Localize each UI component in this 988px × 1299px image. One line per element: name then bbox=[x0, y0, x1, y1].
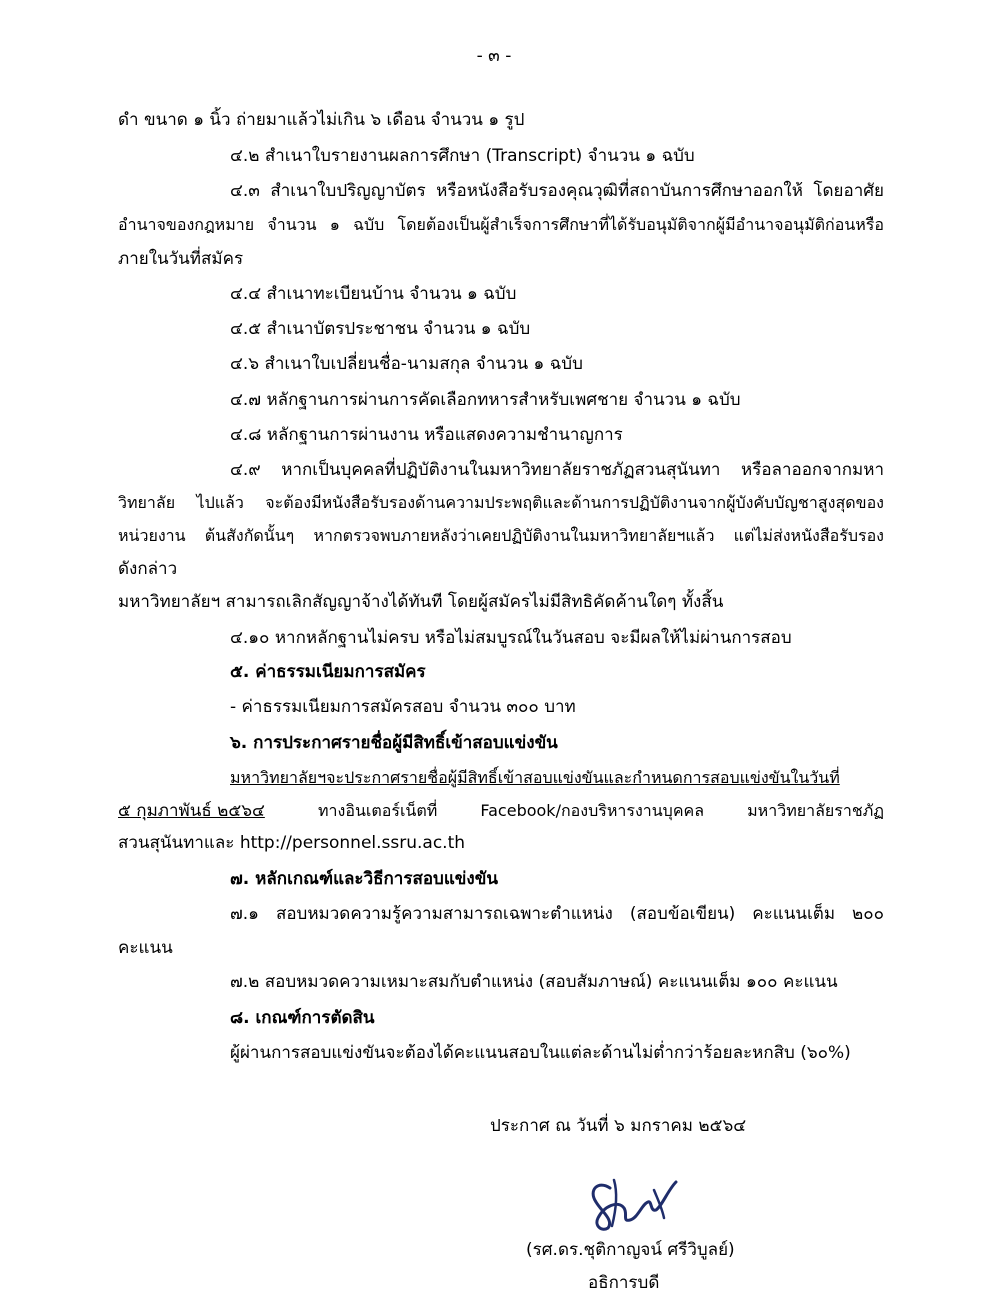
item-4-9-line1: ๔.๙ หากเป็นบุคคลที่ปฏิบัติงานในมหาวิทยาลัยราชภัฏสวนสุนันทา หรือลาออกจากมหา bbox=[230, 460, 884, 480]
item-4-2: ๔.๒ สำเนาใบรายงานผลการศึกษา (Transcript) จำนวน ๑ ฉบับ bbox=[230, 146, 695, 166]
item-4-3-line1: ๔.๓ สำเนาใบปริญญาบัตร หรือหนังสือรับรองคุณวุฒิที่สถาบันการศึกษาออกให้ โดยอาศัย bbox=[230, 181, 884, 201]
judgement-criteria: ผู้ผ่านการสอบแข่งขันจะต้องได้คะแนนสอบในแต่ละด้านไม่ต่ำกว่าร้อยละหกสิบ (๖๐%) bbox=[230, 1043, 851, 1063]
item-4-9-line4: ดังกล่าว bbox=[118, 559, 178, 579]
criteria-7-1-line2: คะแนน bbox=[118, 938, 173, 958]
page-number: - ๓ - bbox=[476, 46, 512, 66]
item-4-6: ๔.๖ สำเนาใบเปลี่ยนชื่อ-นามสกุล จำนวน ๑ ฉบับ bbox=[230, 354, 583, 374]
announcement-line3: สวนสุนันทาและ http://personnel.ssru.ac.th bbox=[118, 833, 466, 853]
item-4-4: ๔.๔ สำเนาทะเบียนบ้าน จำนวน ๑ ฉบับ bbox=[230, 284, 517, 304]
item-4-8: ๔.๘ หลักฐานการผ่านงาน หรือแสดงความชำนาญการ bbox=[230, 425, 623, 445]
heading-8-judgement: ๘. เกณฑ์การตัดสิน bbox=[230, 1008, 375, 1028]
heading-7-criteria: ๗. หลักเกณฑ์และวิธีการสอบแข่งขัน bbox=[230, 869, 498, 889]
item-4-5: ๔.๕ สำเนาบัตรประชาชน จำนวน ๑ ฉบับ bbox=[230, 319, 531, 339]
item-4-9-line5: มหาวิทยาลัยฯ สามารถเลิกสัญญาจ้างได้ทันที โดยผู้สมัครไม่มีสิทธิคัดค้านใดๆ ทั้งสิ้น bbox=[118, 592, 724, 612]
announcement-line2: ทางอินเตอร์เน็ตที่ Facebook/กองบริหารงานบุคคล มหาวิทยาลัยราชภัฏ bbox=[318, 801, 884, 820]
signer-name: (รศ.ดร.ชุติกาญจน์ ศรีวิบูลย์) bbox=[526, 1240, 735, 1260]
photo-requirement-continuation: ดำ ขนาด ๑ นิ้ว ถ่ายมาแล้วไม่เกิน ๖ เดือน จำนวน ๑ รูป bbox=[118, 110, 525, 130]
item-4-3-line3: ภายในวันที่สมัคร bbox=[118, 249, 244, 269]
item-4-7: ๔.๗ หลักฐานการผ่านการคัดเลือกทหารสำหรับเพศชาย จำนวน ๑ ฉบับ bbox=[230, 390, 741, 410]
announcement-line1: มหาวิทยาลัยฯจะประกาศรายชื่อผู้มีสิทธิ์เข้าสอบแข่งขันและกำหนดการสอบแข่งขันในวันที่ bbox=[230, 768, 840, 787]
fee-detail: - ค่าธรรมเนียมการสมัครสอบ จำนวน ๓๐๐ บาท bbox=[230, 697, 576, 717]
heading-5-fee: ๕. ค่าธรรมเนียมการสมัคร bbox=[230, 662, 426, 682]
signer-title: อธิการบดี bbox=[588, 1273, 660, 1293]
item-4-3-line2: อำนาจของกฎหมาย จำนวน ๑ ฉบับ โดยต้องเป็นผู้สำเร็จการศึกษาที่ได้รับอนุมัติจากผู้มีอำนาจอนุมัติก่อนหรือ bbox=[118, 215, 884, 234]
announcement-date-line: ประกาศ ณ วันที่ ๖ มกราคม ๒๕๖๔ bbox=[490, 1116, 747, 1136]
criteria-7-1-line1: ๗.๑ สอบหมวดความรู้ความสามารถเฉพาะตำแหน่ง (สอบข้อเขียน) คะแนนเต็ม ๒๐๐ bbox=[230, 904, 884, 924]
item-4-9-line3: หน่วยงาน ต้นสังกัดนั้นๆ หากตรวจพบภายหลังว่าเคยปฏิบัติงานในมหาวิทยาลัยฯแล้ว แต่ไม่ส่งหนังสือรับรอง bbox=[118, 526, 884, 545]
item-4-10: ๔.๑๐ หากหลักฐานไม่ครบ หรือไม่สมบูรณ์ในวันสอบ จะมีผลให้ไม่ผ่านการสอบ bbox=[230, 628, 792, 648]
announcement-date: ๕ กุมภาพันธ์ ๒๕๖๔ bbox=[118, 801, 265, 821]
criteria-7-2: ๗.๒ สอบหมวดความเหมาะสมกับตำแหน่ง (สอบสัมภาษณ์) คะแนนเต็ม ๑๐๐ คะแนน bbox=[230, 972, 838, 992]
signature-image bbox=[558, 1160, 688, 1234]
heading-6-announcement: ๖. การประกาศรายชื่อผู้มีสิทธิ์เข้าสอบแข่งขัน bbox=[230, 733, 558, 753]
item-4-9-line2: วิทยาลัย ไปแล้ว จะต้องมีหนังสือรับรองด้านความประพฤติและด้านการปฏิบัติงานจากผู้บังคับบัญชาสูงสุดของ bbox=[118, 493, 884, 512]
